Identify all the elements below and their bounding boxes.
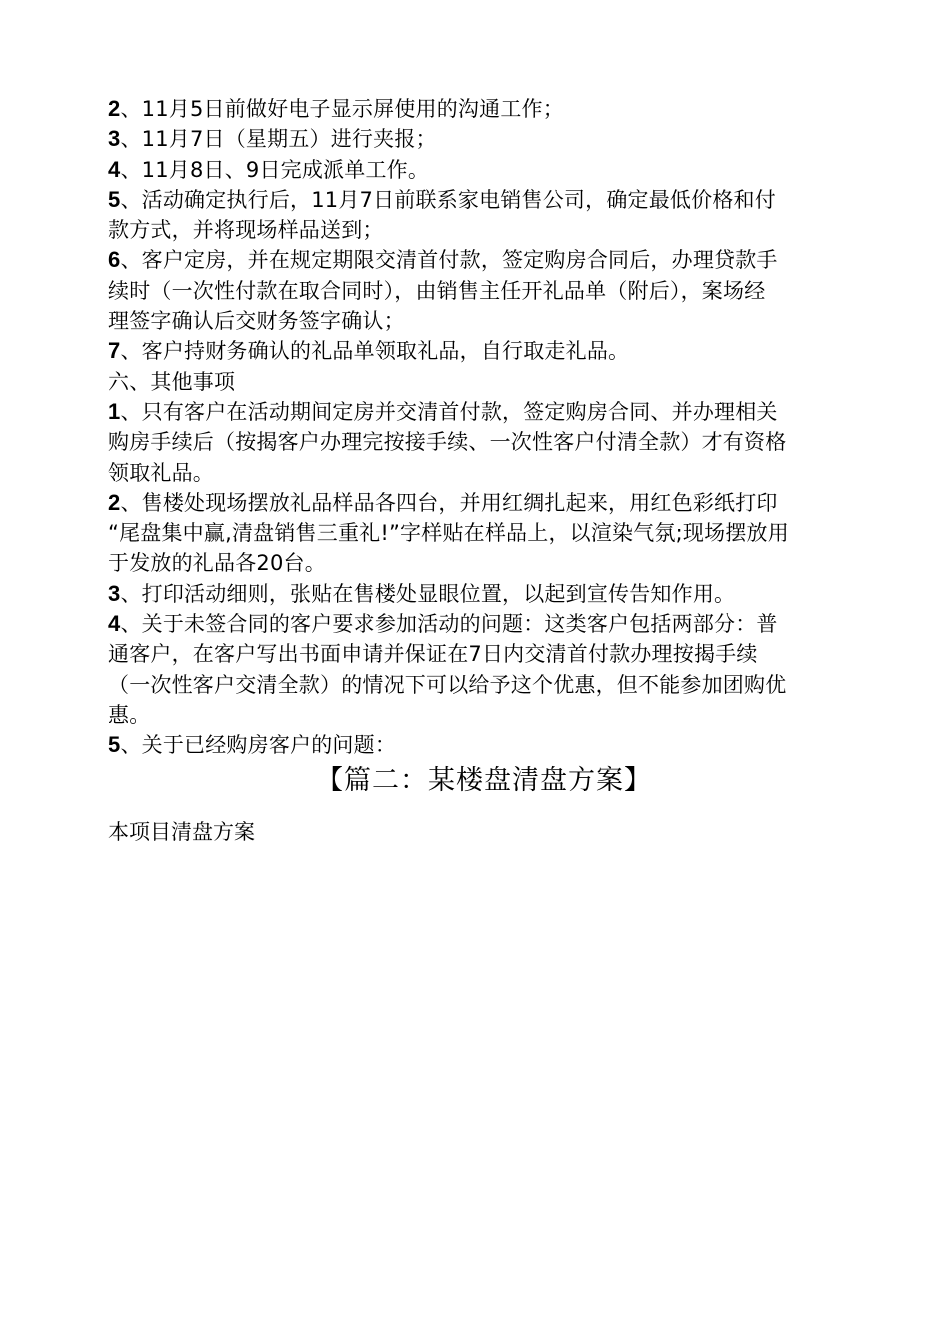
item-number: 2 (108, 489, 121, 515)
document-line (108, 215, 860, 245)
document-line (108, 730, 860, 760)
line-text: 、11月5日前做好电子显示屏使用的沟通工作； (120, 97, 564, 121)
document-line (108, 185, 860, 215)
line-text: 、活动确定执行后，11月7日前联系家电销售公司，确定最低价格和付 (120, 187, 776, 212)
item-number: 1 (108, 398, 121, 424)
line-text: 购房手续后（按揭客户办理完按接手续、一次性客户付清全款）才有资格 (108, 430, 787, 455)
line-text: 理签字确认后交财务签字确认； (108, 309, 405, 334)
document-body (108, 94, 860, 761)
document-line (108, 609, 860, 639)
line-text: 惠。 (108, 702, 151, 727)
line-text: “尾盘集中赢,清盘销售三重礼!”字样贴在样品上，以渲染气氛;现场摆放用 (108, 521, 789, 546)
document-line (108, 488, 860, 518)
document-line (108, 155, 860, 185)
document-line (108, 336, 860, 366)
document-line (108, 670, 860, 700)
line-text: 、关于已经购房客户的问题： (120, 733, 397, 758)
document-line (108, 306, 860, 336)
line-text: 、打印活动细则，张贴在售楼处显眼位置，以起到宣传告知作用。 (120, 581, 736, 606)
line-text: 、只有客户在活动期间定房并交清首付款，签定购房合同、并办理相关 (120, 399, 778, 424)
line-text: 续时（一次性付款在取合同时），由销售主任开礼品单（附后），案场经 (108, 278, 766, 303)
item-number: 3 (108, 126, 121, 152)
document-line (108, 276, 860, 306)
line-text: 、11月8日、9日完成派单工作。 (120, 157, 430, 182)
line-text: 于发放的礼品各20台。 (108, 551, 326, 576)
document-line (108, 124, 860, 154)
document-line (108, 397, 860, 427)
line-text: 、客户定房，并在规定期限交清首付款，签定购房合同后，办理贷款手 (120, 248, 778, 273)
document-line (108, 639, 860, 669)
line-text: 、客户持财务确认的礼品单领取礼品，自行取走礼品。 (120, 339, 630, 364)
line-text: 通客户，在客户写出书面申请并保证在7日内交清首付款办理按揭手续 (108, 642, 758, 667)
item-number: 6 (108, 247, 121, 273)
item-number: 3 (108, 580, 121, 606)
item-number: 5 (108, 186, 121, 212)
line-text: 款方式，并将现场样品送到； (108, 218, 384, 243)
item-number: 5 (108, 732, 121, 758)
line-text: 六、其他事项 (108, 369, 236, 394)
chapter-subtitle: 本项目清盘方案 (108, 819, 255, 844)
line-text: 、11月7日（星期五）进行夹报； (120, 127, 437, 152)
line-text: （一次性客户交清全款）的情况下可以给予这个优惠，但不能参加团购优 (108, 672, 787, 697)
document-line (108, 94, 860, 124)
section-heading-other (108, 367, 860, 397)
document-page (108, 94, 860, 847)
document-line (108, 518, 860, 548)
line-text: 、关于未签合同的客户要求参加活动的问题：这类客户包括两部分：普 (120, 612, 778, 637)
item-number: 7 (108, 338, 121, 364)
item-number: 4 (108, 611, 121, 637)
line-text: 、售楼处现场摆放礼品样品各四台，并用红绸扎起来，用红色彩纸打印 (120, 490, 778, 515)
document-line (108, 579, 860, 609)
document-line (108, 245, 860, 275)
document-line (108, 458, 860, 488)
item-number: 2 (108, 96, 121, 121)
document-line (108, 548, 860, 578)
line-text: 领取礼品。 (108, 460, 214, 485)
item-number: 4 (108, 156, 121, 182)
document-line (108, 700, 860, 730)
document-line (108, 427, 860, 457)
chapter-heading: 【篇二：某楼盘清盘方案】 (316, 764, 652, 796)
